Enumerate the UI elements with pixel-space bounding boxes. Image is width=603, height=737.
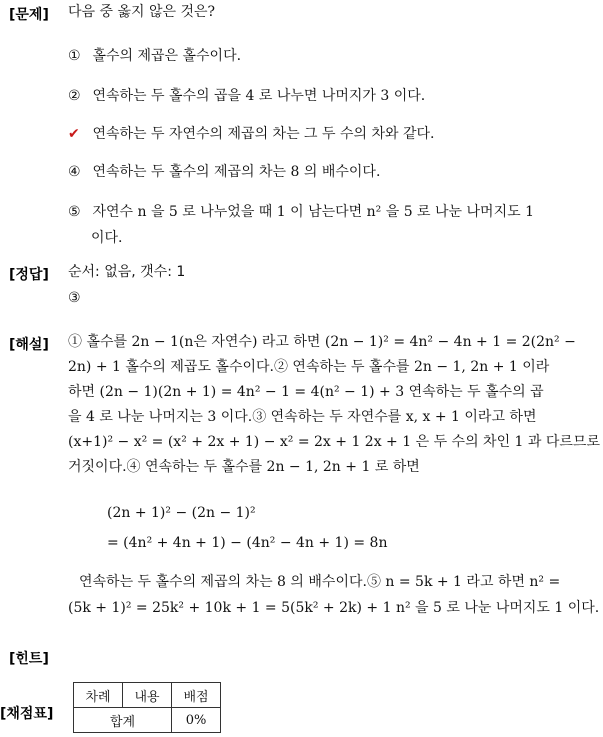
score-table-header-row <box>74 683 221 708</box>
hint-label: [힌트] <box>9 651 49 667</box>
option-5 <box>68 202 534 222</box>
option-2 <box>68 86 425 106</box>
option-4-text: 연속하는 두 홀수의 제곱의 차는 8 의 배수이다. <box>92 164 381 180</box>
explanation-line-2: 2n) + 1 홀수의 제곱도 홀수이다.② 연속하는 두 홀수를 2n − 1, 2n + 1 이라 <box>68 359 550 375</box>
option-2-text: 연속하는 두 홀수의 곱을 4 로 나누면 나머지가 3 이다. <box>92 88 426 104</box>
option-5-text-line1: 자연수 n 을 5 로 나누었을 때 1 이 남는다면 n² 을 5 로 나눈 나머지도 1 <box>92 204 534 220</box>
explanation-label: [해설] <box>9 337 49 353</box>
option-5-text-line2: 이다. <box>91 230 123 246</box>
checkmark-icon: ✔ <box>68 126 80 142</box>
explanation-line-4: 을 4 로 나눈 나머지는 3 이다.③ 연속하는 두 자연수를 x, x + 1 이라고 하면 <box>68 409 537 425</box>
option-4-marker: ④ <box>68 164 81 180</box>
question-text: 다음 중 옳지 않은 것은? <box>68 4 216 20</box>
score-header-points: 배점 <box>172 683 221 708</box>
equation-line-1: (2n + 1)² − (2n − 1)² <box>107 505 256 521</box>
explanation-line-3: 하면 (2n − 1)(2n + 1) = 4n² − 1 = 4(n² − 1) + 3 연속하는 두 홀수의 곱 <box>68 384 544 400</box>
explanation-tail-2: (5k + 1)² = 25k² + 10k + 1 = 5(5k² + 2k) + 1 n² 을 5 로 나눈 나머지도 1 이다. <box>68 600 600 616</box>
option-3-text: 연속하는 두 자연수의 제곱의 차는 그 두 수의 차와 같다. <box>92 126 435 142</box>
explanation-tail-1: 연속하는 두 홀수의 제곱의 차는 8 의 배수이다.⑤ n = 5k + 1 라고 하면 n² = <box>79 574 561 590</box>
answer-label: [정답] <box>9 267 49 283</box>
option-1 <box>68 46 241 66</box>
score-table-total-row <box>74 708 221 733</box>
score-total-value: 0% <box>172 708 221 733</box>
equation-line-2: = (4n² + 4n + 1) − (4n² − 4n + 1) = 8n <box>107 535 388 551</box>
explanation-line-5: (x+1)² − x² = (x² + 2x + 1) − x² = 2x + 1 2x + 1 은 두 수의 차인 1 과 다르므로 <box>68 434 600 450</box>
score-total-label: 합계 <box>74 708 172 733</box>
option-2-marker: ② <box>68 88 81 104</box>
option-1-marker: ① <box>68 48 81 64</box>
explanation-line-6: 거짓이다.④ 연속하는 두 홀수를 2n − 1, 2n + 1 로 하면 <box>68 459 420 475</box>
option-1-text: 홀수의 제곱은 홀수이다. <box>92 48 242 64</box>
option-4 <box>68 162 380 182</box>
score-table-label: [채점표] <box>0 706 54 722</box>
option-3 <box>68 124 434 144</box>
answer-choice: ③ <box>68 290 81 306</box>
score-header-content: 내용 <box>123 683 172 708</box>
score-table <box>73 682 221 733</box>
problem-label: [문제] <box>9 7 49 23</box>
score-header-order: 차례 <box>74 683 123 708</box>
explanation-line-1: ① 홀수를 2n − 1(n은 자연수) 라고 하면 (2n − 1)² = 4n² − 4n + 1 = 2(2n² − <box>68 334 576 350</box>
option-5-marker: ⑤ <box>68 204 81 220</box>
answer-order-count: 순서: 없음, 갯수: 1 <box>68 264 186 280</box>
